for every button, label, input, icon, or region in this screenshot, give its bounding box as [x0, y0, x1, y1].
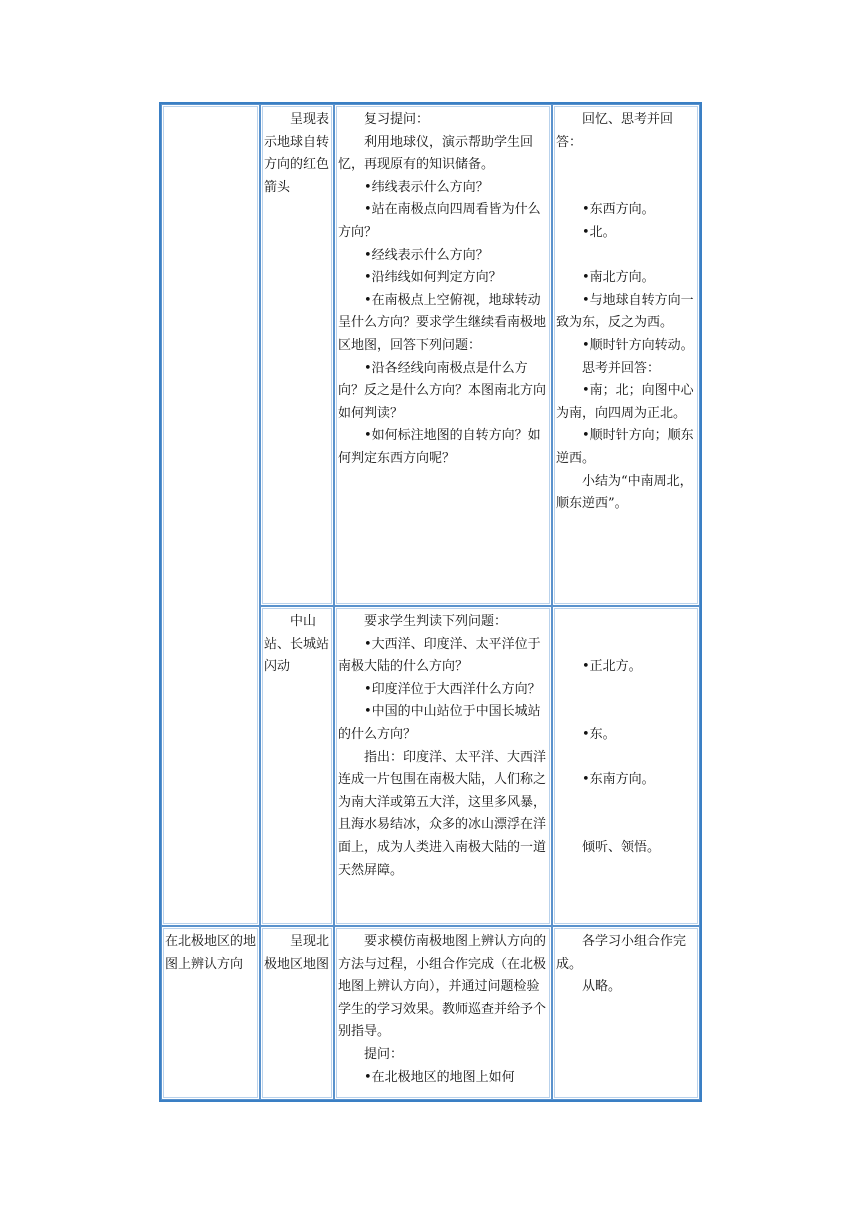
- paragraph: 要求学生判读下列问题：: [364, 614, 508, 629]
- paragraph: •沿纬线如何判定方向？: [364, 270, 502, 286]
- paragraph: •南；北；向图中心为南，向四周为正北。: [556, 383, 694, 421]
- blank-line: [556, 701, 698, 724]
- student-paragraphs: [556, 611, 698, 860]
- paragraph: 小结为“中南周北，顺东逆西”。: [556, 473, 693, 512]
- media-cell-0: [260, 104, 334, 606]
- paragraph: •顺时针方向转动。: [582, 337, 694, 353]
- paragraph: •东西方向。: [582, 202, 655, 218]
- paragraph: 倾听、领悟。: [582, 839, 661, 855]
- stage-text: 在北极地区的地图上辨认方向: [165, 934, 257, 972]
- student-paragraphs: [556, 109, 698, 516]
- paragraph: 各学习小组合作完成。: [556, 934, 687, 972]
- paragraph: •如何标注地图的自转方向？如何判定东西方向呢？: [338, 428, 541, 466]
- blank-line: [556, 679, 698, 702]
- paragraph: 利用地球仪，演示帮助学生回忆，再现原有的知识储备。: [338, 134, 534, 173]
- blank-line: [556, 792, 698, 815]
- paragraph: 思考并回答：: [582, 360, 661, 376]
- teacher-paragraphs: [338, 109, 550, 471]
- blank-line: [556, 154, 698, 177]
- paragraph: •中国的中山站位于中国长城站的什么方向？: [338, 704, 541, 742]
- media-text: 呈现表示地球自转方向的红色箭头: [264, 112, 330, 195]
- blank-line: [556, 814, 698, 837]
- paragraph: 回忆、思考并回答：: [556, 112, 674, 150]
- media-text: 中山站、长城站闪动: [264, 614, 330, 675]
- teacher-cell-2: [334, 926, 552, 1100]
- paragraph: •正北方。: [582, 659, 642, 675]
- paragraph: •纬线表示什么方向？: [364, 179, 489, 195]
- stage-cell-2: [161, 926, 260, 1100]
- paragraph: 从略。: [582, 979, 622, 995]
- paragraph: 复习提问：: [364, 112, 430, 127]
- paragraph: •站在南极点向四周看皆为什么方向？: [338, 202, 541, 240]
- paragraph: •沿各经线向南极点是什么方向？反之是什么方向？本图南北方向如何判读？: [338, 360, 547, 421]
- paragraph: •在南极点上空俯视，地球转动呈什么方向？要求学生继续看南极地区地图，回答下列问题：: [338, 292, 547, 353]
- paragraph: •印度洋位于大西洋什么方向？: [364, 681, 541, 697]
- teacher-paragraphs: [338, 611, 550, 882]
- paragraph: •顺时针方向；顺东逆西。: [556, 428, 694, 466]
- paragraph: 指出：印度洋、太平洋、大西洋连成一片包围在南极大陆，人们称之为南大洋或第五大洋，这里多风暴，且海水易结冰，众多的冰山漂浮在洋面上，成为人类进入南极大陆的一道天然屏障。: [338, 749, 547, 878]
- student-cell-1: [552, 606, 700, 926]
- paragraph: •东。: [582, 726, 616, 742]
- student-paragraphs: [556, 931, 698, 999]
- stage-cell-merged: [161, 104, 260, 926]
- student-cell-0: [552, 104, 700, 606]
- teacher-paragraphs: [338, 931, 550, 1089]
- paragraph: •在北极地区的地图上如何: [364, 1069, 515, 1085]
- blank-line: [556, 177, 698, 200]
- media-cell-2: [260, 926, 334, 1100]
- student-cell-2: [552, 926, 700, 1100]
- blank-line: [556, 611, 698, 634]
- paragraph: 提问：: [364, 1046, 404, 1062]
- paragraph: •大西洋、印度洋、太平洋位于南极大陆的什么方向？: [338, 636, 541, 675]
- lesson-table: [159, 102, 702, 1102]
- paragraph: •与地球自转方向一致为东，反之为西。: [556, 292, 694, 331]
- media-cell-1: [260, 606, 334, 926]
- paragraph: •北。: [582, 224, 616, 240]
- teacher-cell-1: [334, 606, 552, 926]
- blank-line: [556, 747, 698, 770]
- paragraph: 要求模仿南极地图上辨认方向的方法与过程，小组合作完成（在北极地图上辨认方向），并通过问题检验学生的学习效果。教师巡查并给予个别指导。: [338, 934, 547, 1040]
- media-text: 呈现北极地区地图: [264, 934, 330, 972]
- teacher-cell-0: [334, 104, 552, 606]
- paragraph: •南北方向。: [582, 270, 655, 286]
- blank-line: [556, 634, 698, 657]
- paragraph: •东南方向。: [582, 772, 655, 788]
- blank-line: [556, 245, 698, 268]
- paragraph: •经线表示什么方向？: [364, 247, 489, 263]
